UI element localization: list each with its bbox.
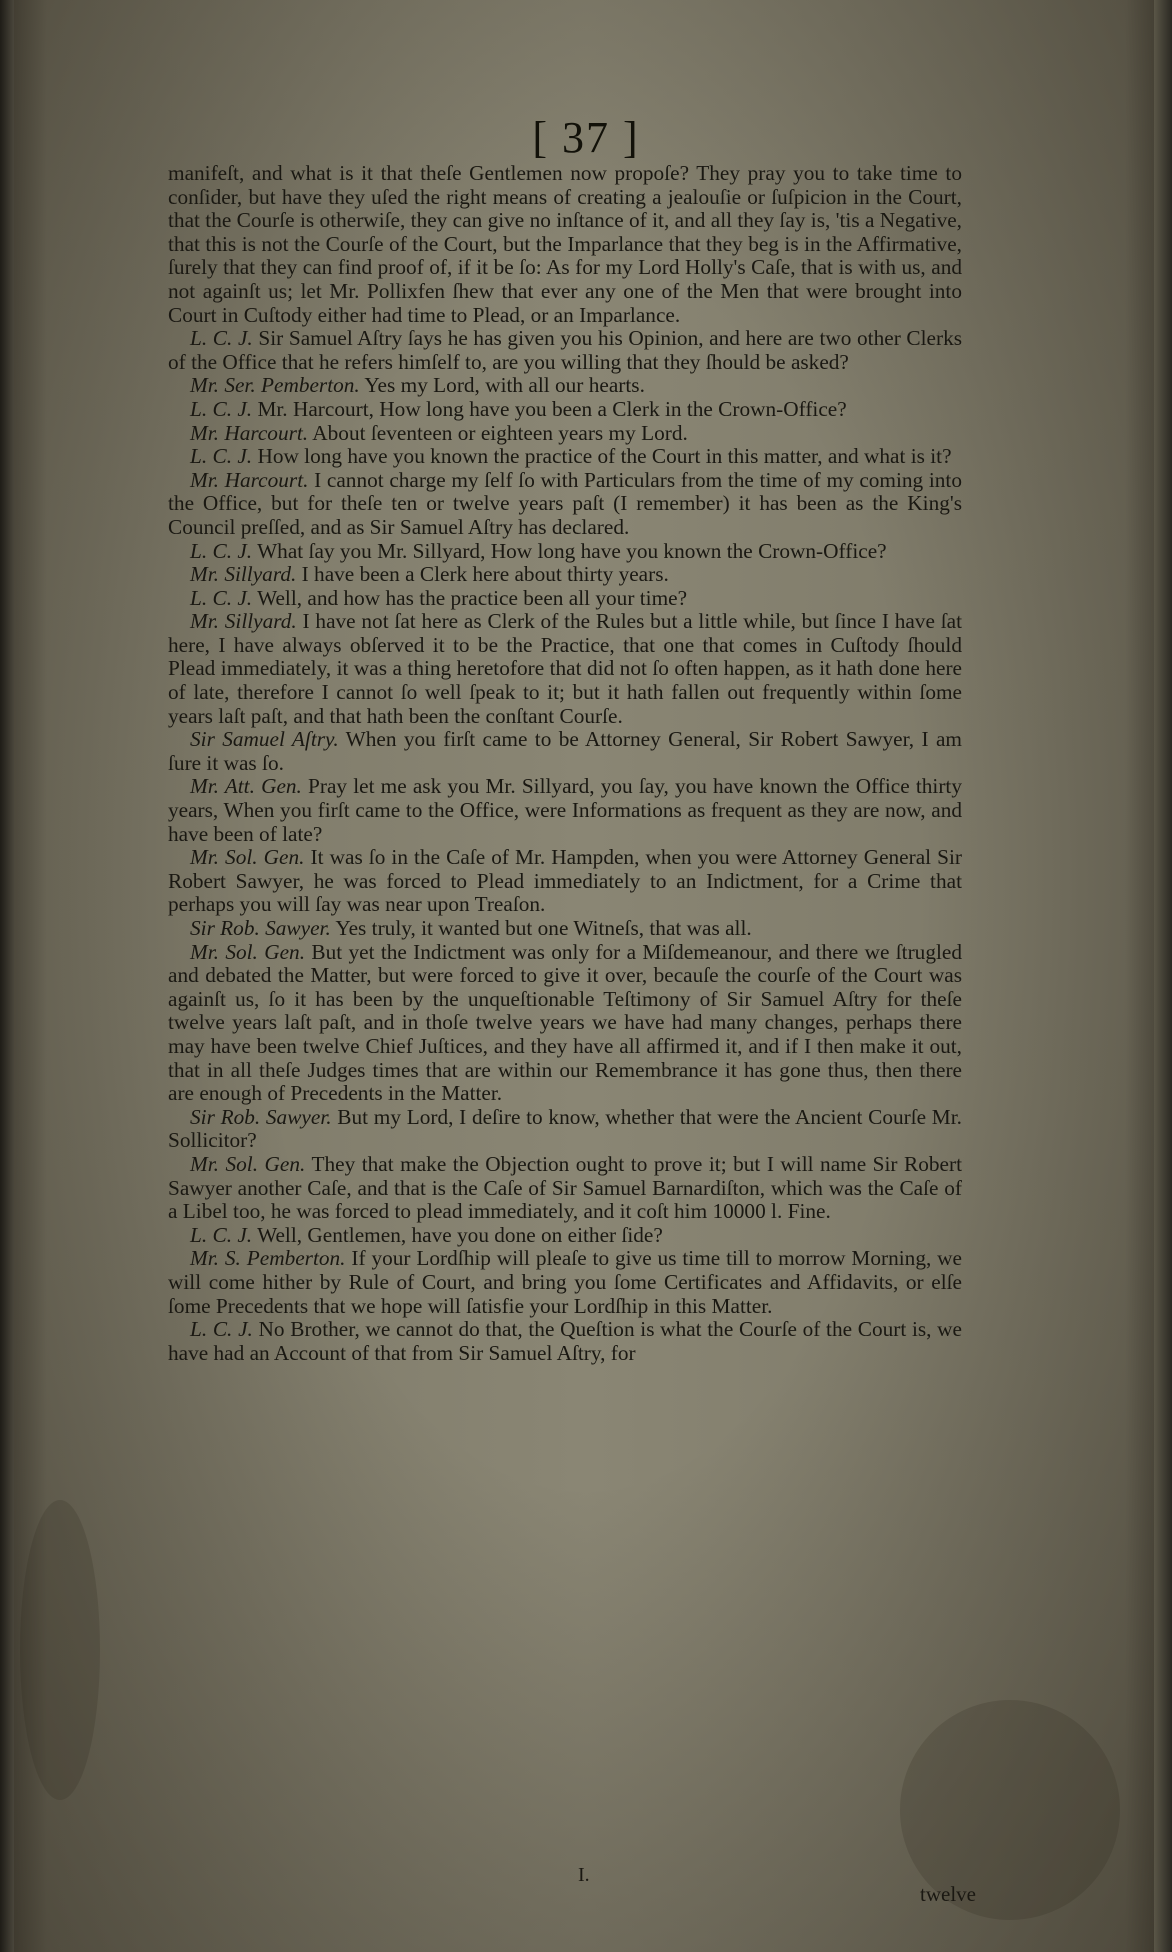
paragraph-text: manifeſt, and what is it that theſe Gentlemen now propoſe? They pray you to take time to conſider, but have they uſed the right means of creating a jealouſie or ſuſpicion in the Court, that the Courſe is otherwiſe, they can give no inſtance of it, and all they ſay is, 'tis a Negative, that this is not the Courſe of the Court, but the Imparlance that they beg is in the Affirmative, ſurely that they can find proof of, if it be ſo: As for my Lord Holly's Caſe, that is with us, and not againſt us; let Mr. Pollixfen ſhew that ever any one of the Men that were brought into Court in Cuſtody either had time to Plead, or an Imparlance. <box>168 161 962 327</box>
speaker-label: Mr. Harcourt. <box>190 420 309 445</box>
paragraph <box>168 1318 962 1365</box>
speaker-label: Sir Rob. Sawyer. <box>190 916 331 940</box>
paragraph <box>168 563 962 587</box>
paragraph <box>168 445 962 469</box>
paragraph-text: Well, and how has the practice been all your time? <box>257 585 688 610</box>
speaker-label: Sir Samuel Aſtry. <box>190 727 339 752</box>
speaker-label: L. C. J. <box>190 444 253 469</box>
paragraph-text: What ſay you Mr. Sillyard, How long have you known the Crown-Office? <box>257 538 887 563</box>
speaker-label: L. C. J. <box>190 396 253 421</box>
speaker-label: Mr. S. Pemberton. <box>190 1246 346 1271</box>
paragraph <box>168 1247 962 1318</box>
paragraph-text: Well, Gentlemen, have you done on either ſide? <box>257 1222 663 1247</box>
paragraph <box>168 775 962 846</box>
paragraph <box>168 917 962 941</box>
speaker-label: Mr. Sol. Gen. <box>190 939 306 964</box>
page-number: [ 37 ] <box>532 113 640 162</box>
paragraph-text: Sir Samuel Aſtry ſays he has given you his Opinion, and here are two other Clerks of the Office that he refers himſelf to, are you willing that they ſhould be asked? <box>168 326 963 374</box>
paragraph <box>168 941 962 1106</box>
paragraph <box>168 1153 962 1224</box>
paragraph <box>168 422 962 446</box>
speaker-label: Mr. Att. Gen. <box>190 774 302 799</box>
speaker-label: Mr. Sol. Gen. <box>190 845 305 870</box>
paragraph <box>168 469 962 540</box>
paragraph-text: Yes truly, it wanted but one Witneſs, that was all. <box>335 916 752 940</box>
paragraph-text: It was ſo in the Caſe of Mr. Hampden, when you were Attorney General Sir Robert Sawyer, he was forced to Plead immediately to an Indictment, for a Crime that perhaps you will ſay was near upon Treaſon. <box>168 845 963 917</box>
speaker-label: L. C. J. <box>190 1317 253 1342</box>
signature-mark: I. <box>578 1864 590 1886</box>
speaker-label: L. C. J. <box>190 326 253 351</box>
speaker-label: Mr. Sillyard. <box>190 562 297 587</box>
paragraph-text: I have been a Clerk here about thirty years. <box>301 562 669 587</box>
paragraph-text: I cannot charge my ſelf ſo with Particulars from the time of my coming into the Office, but for theſe ten or twelve years paſt (I remember) it has been as the King's Council preſſed, and as Sir Samuel Aſtry has declared. <box>168 467 962 539</box>
paragraph-text: But yet the Indictment was only for a Miſdemeanour, and there we ſtrugled and debated the Matter, but were forced to give it over, becauſe the courſe of the Court was againſt us, ſo it has been by the unqueſtionable Teſtimony of Sir Samuel Aſtry for theſe twelve years laſt paſt, and in thoſe twelve years we have had many changes, perhaps there may have been twelve Chief Juſtices, and they have all affirmed it, and if I then make it out, that in all theſe Judges times that are within our Remembrance it has gone thus, then there are enough of Precedents in the Matter. <box>168 939 962 1106</box>
paragraph-text: They that make the Objection ought to prove it; but I will name Sir Robert Sawyer another Caſe, and that is the Caſe of Sir Samuel Barnardiſton, which was the Caſe of a Libel too, he was forced to plead immediately, and it coſt him 10000 l. Fine. <box>168 1151 962 1224</box>
paragraph-text: Pray let me ask you Mr. Sillyard, you ſay, you have known the Office thirty years, When you firſt came to the Office, were Informations as frequent as they are now, and have been of late? <box>168 774 962 846</box>
paragraph <box>168 540 962 564</box>
speaker-label: L. C. J. <box>190 585 253 610</box>
paragraph <box>168 587 962 611</box>
speaker-label: Sir Rob. Sawyer. <box>190 1104 332 1129</box>
paragraph <box>168 374 962 398</box>
paragraph <box>168 398 962 422</box>
paragraph-text: Mr. Harcourt, How long have you been a Clerk in the Crown-Office? <box>257 396 847 421</box>
speaker-label: L. C. J. <box>190 1222 253 1247</box>
speaker-label: L. C. J. <box>190 538 253 563</box>
body-text <box>168 162 962 1365</box>
paragraph <box>168 610 962 728</box>
paragraph <box>168 1106 962 1153</box>
paragraph-text: Yes my Lord, with all our hearts. <box>364 373 645 398</box>
paragraph-text: If your Lordſhip will pleaſe to give us time till to morrow Morning, we will come hither by Rule of Court, and bring you ſome Certificates and Affidavits, or elſe ſome Precedents that we hope will ſatisfie your Lordſhip in this Matter. <box>168 1246 963 1318</box>
catchword: twelve <box>920 1882 976 1906</box>
paragraph-text: When you firſt came to be Attorney General, Sir Robert Sawyer, I am ſure it was ſo. <box>168 727 962 775</box>
speaker-label: Mr. Sol. Gen. <box>190 1151 306 1176</box>
paragraph-text: No Brother, we cannot do that, the Queſtion is what the Courſe of the Court is, we have had an Account of that from Sir Samuel Aſtry, for <box>168 1317 962 1365</box>
speaker-label: Mr. Ser. Pemberton. <box>190 373 360 398</box>
paragraph-text: How long have you known the practice of the Court in this matter, and what is it? <box>257 444 952 469</box>
paragraph <box>168 1224 962 1248</box>
page-stain <box>20 1500 100 1800</box>
speaker-label: Mr. Harcourt. <box>190 467 309 492</box>
paragraph <box>168 846 962 917</box>
paragraph-text: But my Lord, I deſire to know, whether that were the Ancient Courſe Mr. Sollicitor? <box>168 1104 962 1153</box>
paragraph <box>168 327 962 374</box>
paragraph <box>168 162 962 327</box>
paragraph-text: About ſeventeen or eighteen years my Lord. <box>312 420 688 445</box>
paragraph <box>168 728 962 775</box>
speaker-label: Mr. Sillyard. <box>190 609 297 634</box>
paragraph-text: I have not ſat here as Clerk of the Rules but a little while, but ſince I have ſat here, I have always obſerved it to be the Practice, that one that comes in Cuſtody ſhould Plead immediately, it was a thing heretofore that did not ſo often happen, as it hath done here of late, therefore I cannot ſo well ſpeak to it; but it hath fallen out frequently within ſome years laſt paſt, and that hath been the conſtant Courſe. <box>168 609 962 728</box>
